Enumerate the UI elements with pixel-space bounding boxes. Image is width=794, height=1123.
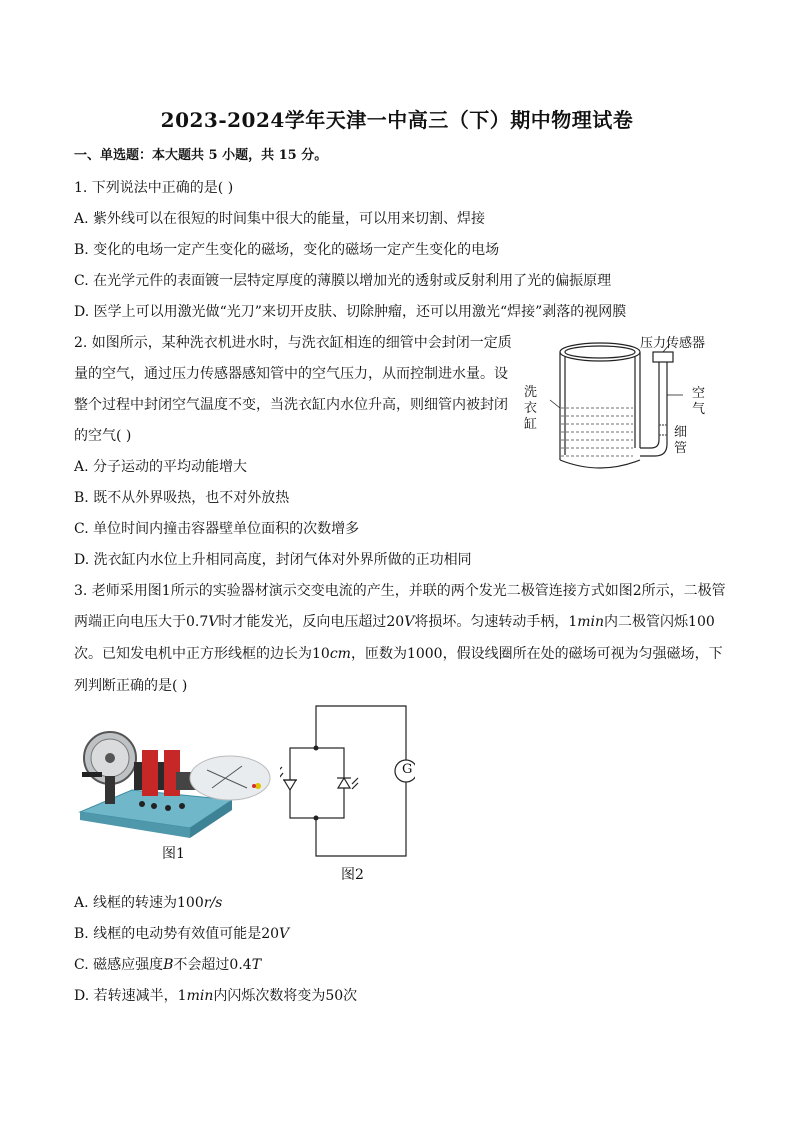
thin-tube [640,360,667,456]
question-2-option-b: B. 既不从外界吸热，也不对外放热 [74,490,290,506]
tank-label: 洗 衣 缸 [524,385,538,432]
question-2-stem-line: 的空气( ) [74,428,132,444]
question-3-line-3: 次。已知发电机中正方形线框的边长为10cm，匝数为1000，假设线圈所在处的磁场可视为匀强磁场，下 [74,646,723,662]
diode-circuit-figure [280,700,415,860]
air-label: 空 气 [692,386,706,417]
question-2-option-a: A. 分子运动的平均动能增大 [74,459,248,475]
tube-label: 细 管 [674,425,688,456]
led-right [337,778,358,789]
page-title: 2023-2024学年天津一中高三（下）期中物理试卷 [160,108,634,132]
question-1-option-c: C. 在光学元件的表面镀一层特定厚度的薄膜以增加光的透射或反射利用了光的偏振原理 [74,273,612,289]
pressure-sensor [653,352,673,362]
question-3-option-b: B. 线框的电动势有效值可能是20V [74,926,290,942]
figure-1-caption: 图1 [162,846,185,862]
question-2-stem-line: 量的空气，通过压力传感器感知管中的空气压力，从而控制进水量。设 [74,366,508,382]
question-1-stem: 1. 下列说法中正确的是( ) [74,180,234,196]
question-2-stem-line: 2. 如图所示，某种洗衣机进水时，与洗衣缸相连的细管中会封闭一定质 [74,335,512,351]
question-1-option-a: A. 紫外线可以在很短的时间集中很大的能量，可以用来切割、焊接 [74,211,486,227]
water-level [561,408,633,456]
question-1-option-d: D. 医学上可以用激光做“光刀”来切开皮肤、切除肿瘤，还可以用激光“焊接”剥落的视网膜 [74,304,627,320]
question-3-line-2: 两端正向电压大于0.7V时才能发光，反向电压超过20V将损坏。匀速转动手柄，1min内二极管闪烁100 [74,614,715,630]
question-2-option-c: C. 单位时间内撞击容器壁单位面积的次数增多 [74,521,360,537]
question-3-option-d: D. 若转速减半，1min内闪烁次数将变为50次 [74,988,358,1004]
question-3-option-a: A. 线框的转速为100r/s [74,895,223,911]
led-left [280,767,297,790]
question-2-stem-line: 整个过程中封闭空气温度不变，当洗衣缸内水位升高，则细管内被封闭 [74,397,508,413]
question-3-line-4: 列判断正确的是( ) [74,678,188,694]
galvanometer-label: G [402,762,413,777]
question-3-option-c: C. 磁感应强度B不会超过0.4T [74,957,262,973]
pressure-sensor-label: 压力传感器 [640,336,706,351]
section-heading: 一、单选题：本大题共 5 小题，共 15 分。 [74,148,328,163]
question-1-option-b: B. 变化的电场一定产生变化的磁场，变化的磁场一定产生变化的电场 [74,242,500,258]
tank [560,343,640,468]
question-2-option-d: D. 洗衣缸内水位上升相同高度，封闭气体对外界所做的正功相同 [74,552,472,568]
figure-2-caption: 图2 [341,867,364,883]
question-3-line-1: 3. 老师采用图1所示的实验器材演示交变电流的产生，并联的两个发光二极管连接方式如图2所示，二极管 [74,583,726,599]
generator-apparatus-figure [72,720,272,845]
